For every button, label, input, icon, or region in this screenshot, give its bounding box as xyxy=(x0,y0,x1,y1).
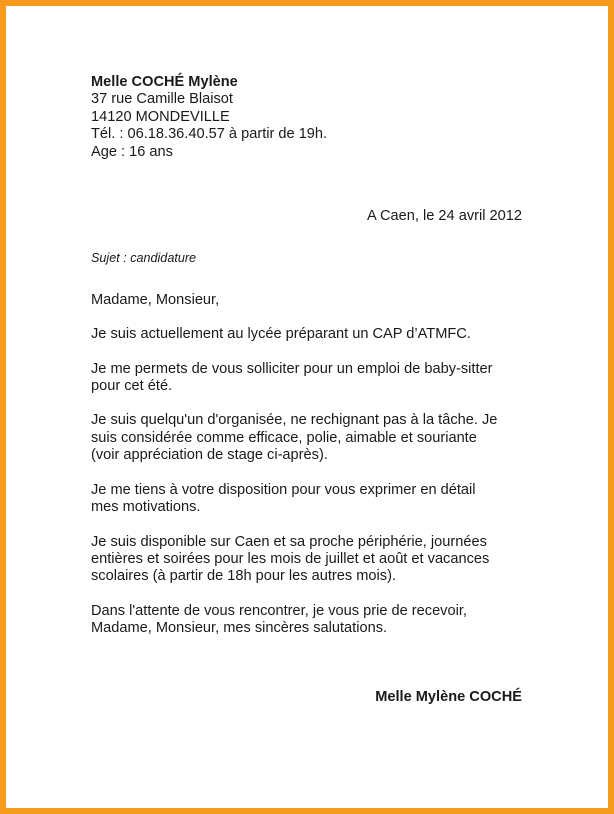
paragraph-1 xyxy=(91,326,522,343)
paragraph-line: entières et soirées pour les mois de juillet et août et vacances xyxy=(91,550,490,567)
sender-phone: Tél. : 06.18.36.40.57 à partir de 19h. xyxy=(91,126,328,143)
sender-city: 14120 MONDEVILLE xyxy=(91,108,230,125)
sender-street: 37 rue Camille Blaisot xyxy=(91,91,233,108)
paragraph-line: scolaires (à partir de 18h pour les autres mois). xyxy=(91,568,396,585)
paragraph-3 xyxy=(91,412,522,464)
paragraph-line: mes motivations. xyxy=(91,499,201,516)
salutation: Madame, Monsieur, xyxy=(91,291,220,308)
paragraph-line: Je suis actuellement au lycée préparant un CAP d’ATMFC. xyxy=(91,326,471,343)
sender-age: Age : 16 ans xyxy=(91,143,173,160)
paragraph-6 xyxy=(91,603,522,638)
paragraph-line: Je suis quelqu'un d'organisée, ne rechignant pas à la tâche. Je xyxy=(91,412,498,429)
paragraph-line: Madame, Monsieur, mes sincères salutations. xyxy=(91,620,388,637)
paragraph-line: Je suis disponible sur Caen et sa proche périphérie, journées xyxy=(91,533,487,550)
sender-block xyxy=(91,74,522,161)
paragraph-5 xyxy=(91,534,522,586)
paragraph-2 xyxy=(91,361,522,396)
subject-line: Sujet : candidature xyxy=(91,251,197,266)
signature: Melle Mylène COCHÉ xyxy=(375,688,522,705)
paragraph-line: Je me tiens à votre disposition pour vous exprimer en détail xyxy=(91,481,476,498)
sender-name: Melle COCHÉ Mylène xyxy=(91,74,238,90)
paragraph-line: Je me permets de vous solliciter pour un emploi de baby-sitter xyxy=(91,360,493,377)
letter-page xyxy=(6,6,608,808)
paragraph-line: pour cet été. xyxy=(91,378,173,395)
paragraph-line: (voir appréciation de stage ci-après). xyxy=(91,447,328,464)
paragraph-line: Dans l'attente de vous rencontrer, je vous prie de recevoir, xyxy=(91,602,467,619)
date-line: A Caen, le 24 avril 2012 xyxy=(367,208,522,225)
paragraph-4 xyxy=(91,482,522,517)
paragraph-line: suis considérée comme efficace, polie, aimable et souriante xyxy=(91,429,477,446)
letter-body xyxy=(91,74,522,706)
